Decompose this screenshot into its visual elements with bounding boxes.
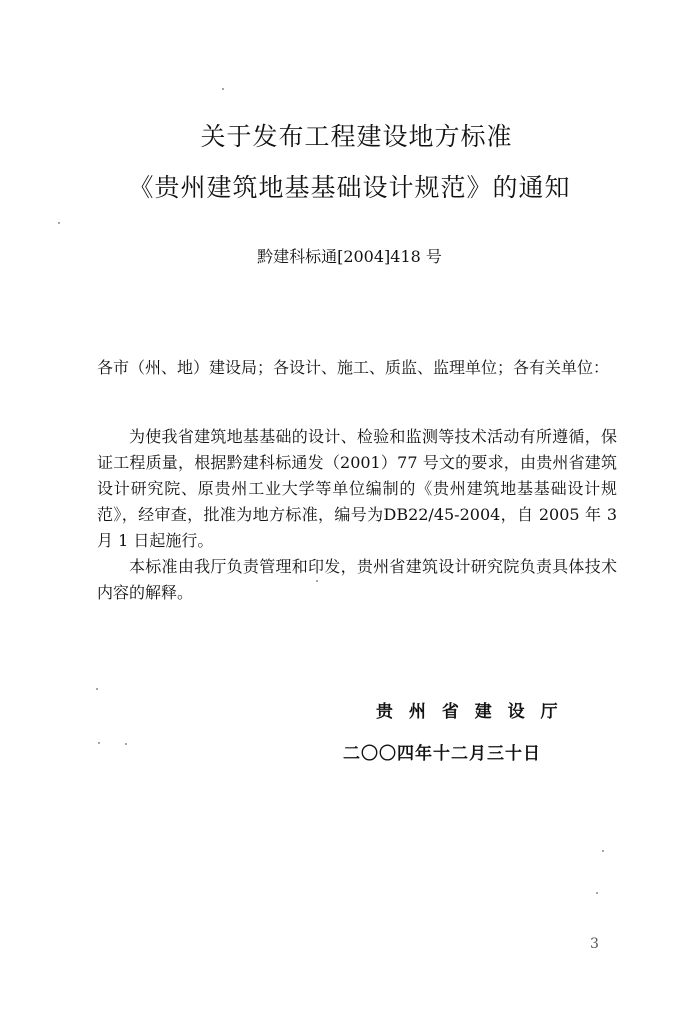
document-number: 黔建科标通[2004]418 号 [257,247,442,266]
scan-speck [222,88,224,90]
salutation: 各市（州、地）建设局；各设计、施工、质监、监理单位；各有关单位： [97,358,610,377]
scan-speck [602,850,604,852]
issuing-organization: 贵 州 省 建 设 厅 [376,702,563,722]
issue-date: 二〇〇四年十二月三十日 [343,744,541,764]
title-line-2: 《贵州建筑地基基础设计规范》的通知 [128,173,571,202]
body-paragraphs [97,424,617,606]
scan-speck [125,743,127,745]
title-line-1: 关于发布工程建设地方标准 [200,122,513,151]
scan-speck [98,742,100,744]
scan-speck [58,222,60,224]
scan-speck [316,580,318,582]
page-number: 3 [590,936,599,952]
paragraph-approval: 为使我省建筑地基基础的设计、检验和监测等技术活动有所遵循，保证工程质量，根据黔建科标通发（2001）77 号文的要求，由贵州省建筑设计研究院、原贵州工业大学等单位编制的《贵州建筑地基基础设计规范》，经审查，批准为地方标准，编号为DB22/45-2004，自 2005 年 3 月 1 日起施行。 [97,427,617,550]
paragraph-management: 本标准由我厅负责管理和印发，贵州省建筑设计研究院负责具体技术内容的解释。 [97,557,617,602]
scan-speck [96,688,98,690]
scan-speck [596,892,598,894]
